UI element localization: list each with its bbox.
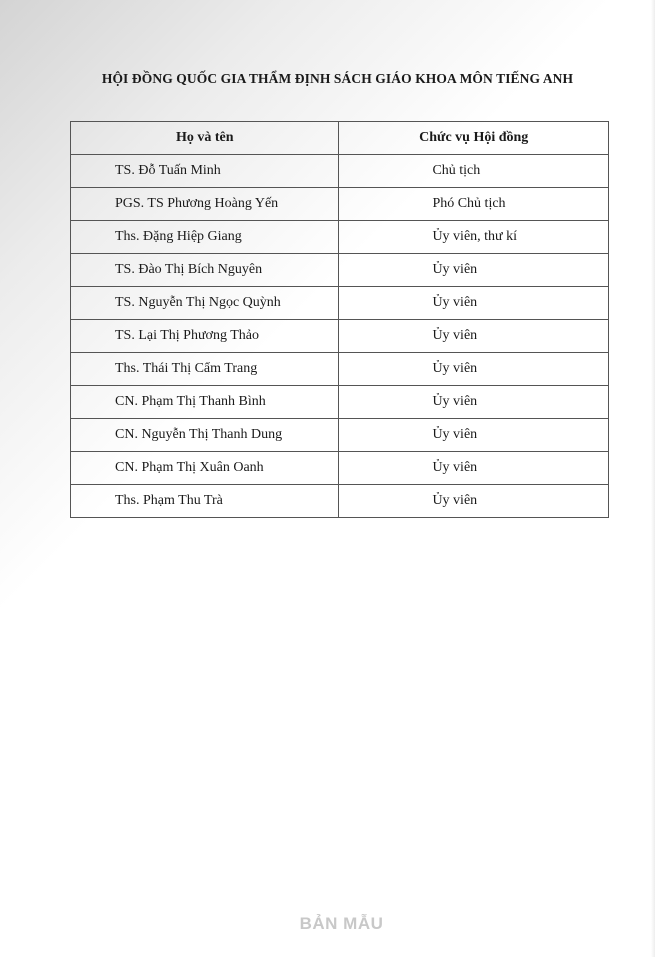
member-role: Ủy viên xyxy=(339,419,609,452)
sample-watermark: BẢN MẪU xyxy=(299,914,384,933)
member-name: TS. Nguyễn Thị Ngọc Quỳnh xyxy=(71,287,339,320)
document-title: HỘI ĐỒNG QUỐC GIA THẨM ĐỊNH SÁCH GIÁO KHOA MÔN TIẾNG ANH xyxy=(101,71,574,86)
page-edge xyxy=(651,0,655,957)
member-name: CN. Nguyễn Thị Thanh Dung xyxy=(71,419,339,452)
table-row xyxy=(71,353,609,386)
member-name: TS. Lại Thị Phương Thảo xyxy=(71,320,339,353)
member-name: Ths. Thái Thị Cẩm Trang xyxy=(71,353,339,386)
table-row xyxy=(71,452,609,485)
header-role: Chức vụ Hội đồng xyxy=(339,122,609,155)
member-name: TS. Đỗ Tuấn Minh xyxy=(71,155,339,188)
member-name: PGS. TS Phương Hoàng Yến xyxy=(71,188,339,221)
table-row xyxy=(71,221,609,254)
member-name: Ths. Đặng Hiệp Giang xyxy=(71,221,339,254)
member-role: Ủy viên xyxy=(339,320,609,353)
table-row xyxy=(71,320,609,353)
table-row xyxy=(71,155,609,188)
member-role: Ủy viên xyxy=(339,452,609,485)
table-row xyxy=(71,419,609,452)
member-name: TS. Đào Thị Bích Nguyên xyxy=(71,254,339,287)
member-role: Ủy viên xyxy=(339,386,609,419)
member-role: Ủy viên xyxy=(339,485,609,518)
member-role: Phó Chủ tịch xyxy=(339,188,609,221)
member-role: Ủy viên xyxy=(339,353,609,386)
table-row xyxy=(71,485,609,518)
table-row xyxy=(71,386,609,419)
council-table xyxy=(70,121,609,518)
table-row xyxy=(71,254,609,287)
member-role: Chủ tịch xyxy=(339,155,609,188)
table-header-row xyxy=(71,122,609,155)
member-role: Ủy viên xyxy=(339,254,609,287)
table-row xyxy=(71,188,609,221)
member-name: Ths. Phạm Thu Trà xyxy=(71,485,339,518)
header-name: Họ và tên xyxy=(71,122,339,155)
member-name: CN. Phạm Thị Xuân Oanh xyxy=(71,452,339,485)
member-role: Ủy viên, thư kí xyxy=(339,221,609,254)
member-name: CN. Phạm Thị Thanh Bình xyxy=(71,386,339,419)
member-role: Ủy viên xyxy=(339,287,609,320)
table-row xyxy=(71,287,609,320)
